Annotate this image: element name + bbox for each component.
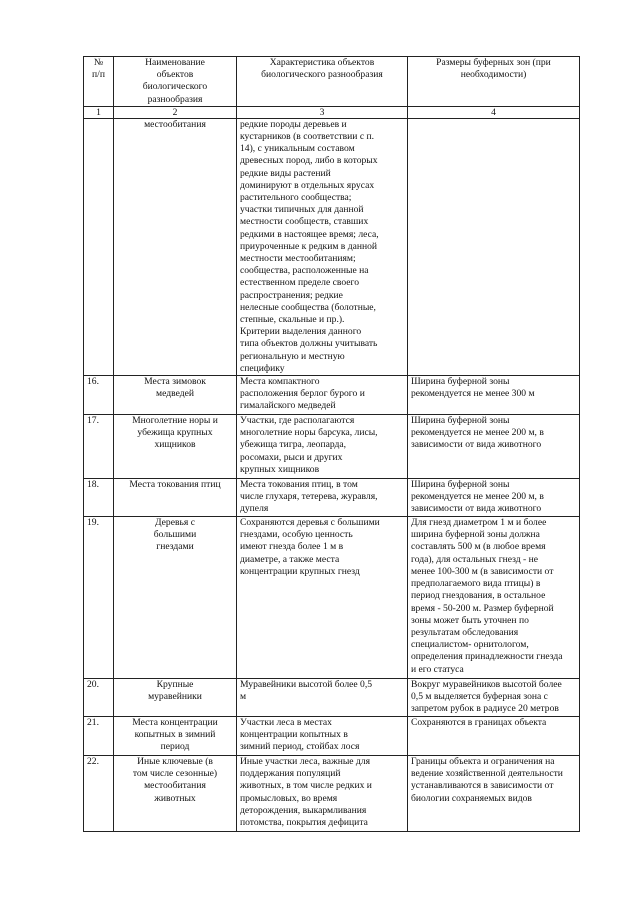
column-index: 2: [114, 106, 237, 118]
column-index: 1: [84, 106, 114, 118]
object-name: Места токования птиц: [114, 479, 237, 517]
header-characteristic: Характеристика объектов биологического разнообразия: [237, 57, 408, 107]
object-description: редкие породы деревьев и кустарников (в соответствии с п. 14), с уникальным составом древесных пород, либо в которых редкие виды растений доминируют в отдельных ярусах растительного сообщества; участки типичных для данной местности сообществ, ставших редкими в настоящее время; леса, приуроченные к редким в данной местности местообитаниям; сообщества, расположенные на естественном пределе своего распространения; редкие нелесные сообщества (болотные, степные, скальные и пр.). Критерии выделения данного типа объектов должны учитывать региональную и местную специфику: [237, 118, 408, 375]
table-row: [84, 415, 580, 479]
buffer-zone: Вокруг муравейников высотой более 0,5 м выделяется буферная зона с запретом рубок в радиусе 20 метров: [408, 679, 580, 717]
object-description: Иные участки леса, важные для поддержания популяций животных, в том числе редких и промысловых, во время деторождения, выкармливания потомства, покрытия дефицита: [237, 756, 408, 832]
object-description: Участки леса в местах концентрации копытных в зимний период, стойбах лося: [237, 717, 408, 756]
column-index-row: [84, 106, 580, 118]
row-number: 19.: [84, 517, 114, 679]
table-header-row: [84, 57, 580, 107]
buffer-zone: Границы объекта и ограничения на ведение хозяйственной деятельности устанавливаются в зависимости от биологии сохраняемых видов: [408, 756, 580, 832]
column-index: 3: [237, 106, 408, 118]
column-index: 4: [408, 106, 580, 118]
table-row: [84, 479, 580, 517]
object-description: Муравейники высотой более 0,5 м: [237, 679, 408, 717]
buffer-zone: [408, 118, 580, 375]
buffer-zone: Сохраняются в границах объекта: [408, 717, 580, 756]
object-name: Многолетние норы и убежища крупных хищников: [114, 415, 237, 479]
table-row: [84, 717, 580, 756]
object-name: местообитания: [114, 118, 237, 375]
row-number: 16.: [84, 376, 114, 415]
object-name: Крупные муравейники: [114, 679, 237, 717]
row-number: 21.: [84, 717, 114, 756]
header-number: № п/п: [84, 57, 114, 107]
row-number: 22.: [84, 756, 114, 832]
row-number: [84, 118, 114, 375]
object-name: Места концентрации копытных в зимний период: [114, 717, 237, 756]
row-number: 17.: [84, 415, 114, 479]
buffer-zone: Ширина буферной зоны рекомендуется не менее 300 м: [408, 376, 580, 415]
object-name: Иные ключевые (в том числе сезонные) местообитания животных: [114, 756, 237, 832]
object-description: Участки, где располагаются многолетние норы барсука, лисы, убежища тигра, леопарда, росомахи, рыси и других крупных хищников: [237, 415, 408, 479]
object-description: Места компактного расположения берлог бурого и гималайского медведей: [237, 376, 408, 415]
object-description: Места токования птиц, в том числе глухаря, тетерева, журавля, дупеля: [237, 479, 408, 517]
object-name: Деревья с большими гнездами: [114, 517, 237, 679]
biodiversity-table: [83, 56, 580, 832]
table-row: [84, 118, 580, 375]
header-name: Наименование объектов биологического разнообразия: [114, 57, 237, 107]
table-row: [84, 517, 580, 679]
buffer-zone: Для гнезд диаметром 1 м и более ширина буферной зоны должна составлять 500 м (в любое время года), для остальных гнезд - не менее 100-300 м (в зависимости от предполагаемого вида птицы) в период гнездования, в остальное время - 50-200 м. Размер буферной зоны может быть уточнен по результатам обследования специалистом- орнитологом, определения принадлежности гнезда и его статуса: [408, 517, 580, 679]
table-row: [84, 376, 580, 415]
row-number: 20.: [84, 679, 114, 717]
object-name: Места зимовок медведей: [114, 376, 237, 415]
object-description: Сохраняются деревья с большими гнездами, особую ценность имеют гнезда более 1 м в диаметре, а также места концентрации крупных гнезд: [237, 517, 408, 679]
buffer-zone: Ширина буферной зоны рекомендуется не менее 200 м, в зависимости от вида животного: [408, 479, 580, 517]
table-row: [84, 679, 580, 717]
header-buffer-size: Размеры буферных зон (при необходимости): [408, 57, 580, 107]
table-row: [84, 756, 580, 832]
row-number: 18.: [84, 479, 114, 517]
buffer-zone: Ширина буферной зоны рекомендуется не менее 200 м, в зависимости от вида животного: [408, 415, 580, 479]
